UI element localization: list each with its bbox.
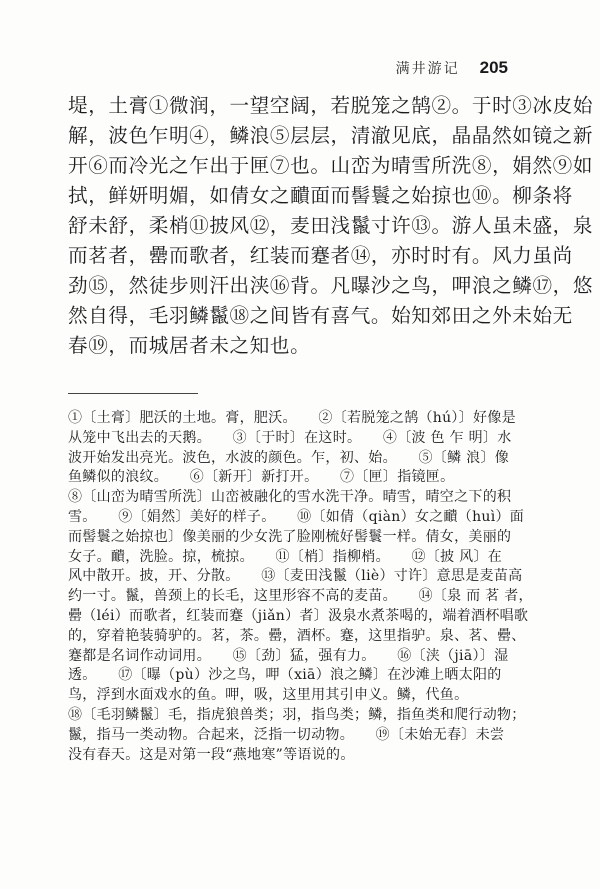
text-line: 春⑲，而城居者未之知也。 [68, 334, 311, 357]
text-line: 舒未舒，柔梢⑪披风⑫，麦田浅鬣寸许⑬。游人虽未盛，泉 [68, 214, 594, 237]
footnote-line: 女子。靧，洗脸。掠，梳掠。 ⑪〔梢〕指柳梢。 ⑫〔披 风〕在 [68, 548, 503, 565]
text-line: 拭，鲜妍明媚，如倩女之靧面而髻鬟之始掠也⑩。柳条将 [68, 184, 573, 207]
footnote-line: ⑱〔毛羽鳞鬣〕毛，指虎狼兽类；羽，指鸟类；鳞，指鱼类和爬行动物； [68, 706, 526, 723]
text-line: 堤，土膏①微润，一望空阔，若脱笼之鹄②。于时③冰皮始 [68, 94, 594, 117]
text-line: 劲⑮，然徒步则汗出浃⑯背。凡曝沙之鸟，呷浪之鳞⑰，悠 [68, 274, 594, 297]
text-line: 开⑥而冷光之乍出于匣⑦也。山峦为晴雪所洗⑧，娟然⑨如 [68, 154, 594, 177]
footnote-line: 鱼鳞似的浪纹。 ⑥〔新开〕新打开。 ⑦〔匣〕指镜匣。 [68, 469, 455, 486]
footnote-line: 鸟，浮到水面戏水的鱼。呷，吸，这里用其引申义。鳞，代鱼。 [68, 687, 469, 704]
footnote-line: 风中散开。披，开、分散。 ⑬〔麦田浅鬣（liè）寸许〕意思是麦苗高 [68, 568, 523, 585]
footnote-separator [68, 393, 198, 394]
footnote-line: 透。 ⑰〔曝（pù）沙之鸟，呷（xiā）浪之鳞〕在沙滩上晒太阳的 [68, 667, 502, 684]
footnotes [68, 409, 533, 765]
main-text [68, 91, 594, 361]
text-line: 而茗者，罍而歌者，红装而蹇者⑭，亦时时有。风力虽尚 [68, 244, 573, 267]
footnote-line: 鬣，指马一类动物。合起来，泛指一切动物。 ⑲〔未始无春〕未尝 [68, 726, 505, 743]
footnote-line: 罍（léi）而歌者，红装而蹇（jiǎn）者〕汲泉水煮茶喝的，端着酒杯唱歌 [68, 607, 529, 624]
text-line: 解，波色乍明④，鳞浪⑤层层，清澈见底，晶晶然如镜之新 [68, 124, 594, 147]
running-title: 满井游记 [395, 61, 460, 77]
footnote-line: ①〔土膏〕肥沃的土地。膏，肥沃。 ②〔若脱笼之鹄（hú）〕好像是 [68, 410, 516, 426]
footnote-line: 而髻鬟之始掠也〕像美丽的少女洗了脸刚梳好髻鬟一样。倩女，美丽的 [68, 528, 512, 545]
footnote-line: 没有春天。这是对第一段“燕地寒”等语说的。 [68, 746, 355, 763]
page-number: 205 [479, 58, 508, 77]
text-line: 然自得，毛羽鳞鬣⑱之间皆有喜气。始知郊田之外未始无 [68, 304, 573, 327]
footnote-line: ⑧〔山峦为晴雪所洗〕山峦被融化的雪水洗干净。晴雪，晴空之下的积 [68, 489, 512, 506]
footnote-line: 约一寸。鬣，兽颈上的长毛，这里形容不高的麦苗。 ⑭〔泉 而 茗 者， [68, 588, 533, 605]
footnote-line: 从笼中飞出去的天鹅。 ③〔于时〕在这时。 ④〔波 色 乍 明〕水 [68, 429, 512, 446]
page-header [396, 58, 508, 78]
footnote-line: 的，穿着艳装骑驴的。茗，茶。罍，酒杯。蹇，这里指驴。泉、茗、罍、 [68, 627, 526, 644]
footnote-line: 蹇都是名词作动词用。 ⑮〔劲〕猛，强有力。 ⑯〔浃（jiā）〕湿 [68, 647, 509, 664]
footnote-line: 波开始发出亮光。波色，水波的颜色。乍，初、始。 ⑤〔鳞 浪〕像 [68, 449, 510, 466]
footnote-line: 雪。 ⑨〔娟然〕美好的样子。 ⑩〔如倩（qiàn）女之靧（huì）面 [68, 508, 525, 525]
